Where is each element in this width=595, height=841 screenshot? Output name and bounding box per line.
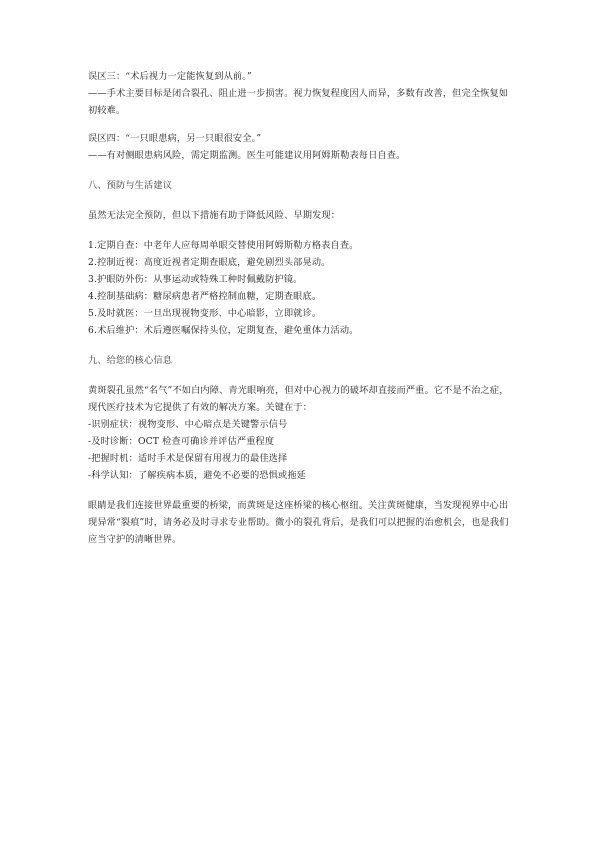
list-item: 1.定期自查：中老年人应每周单眼交替使用阿姆斯勒方格表自查。 <box>88 240 359 251</box>
list-item: 3.护眼防外伤：从事运动或特殊工种时佩戴防护镜。 <box>88 274 303 285</box>
spacer <box>88 224 514 237</box>
prevention-list <box>88 237 514 339</box>
spacer <box>88 119 514 130</box>
myth-4-body: ——有对侧眼患病风险，需定期监测。医生可能建议用阿姆斯勒表每日自查。 <box>88 150 406 161</box>
spacer <box>88 164 514 177</box>
section-8-intro: 虽然无法完全预防，但以下措施有助于降低风险、早期发现： <box>88 210 341 221</box>
list-item: -科学认知：了解疾病本质，避免不必要的恐惧或拖延 <box>88 470 307 481</box>
list-item: 5.及时就医：一旦出现视物变形、中心暗影，立即就诊。 <box>88 308 322 319</box>
list-item: -识别症状：视物变形、中心暗点是关键警示信号 <box>88 419 288 430</box>
list-item: 2.控制近视：高度近视者定期查眼底，避免剧烈头部晃动。 <box>88 257 331 268</box>
document-page <box>88 68 514 548</box>
myth-3-title: 误区三：“术后视力一定能恢复到从前。” <box>88 71 252 82</box>
myth-3-body: ——手术主要目标是闭合裂孔、阻止进一步损害。视力恢复程度因人而异，多数有改善，但完全恢复如初较难。 <box>88 88 509 116</box>
section-9-paragraph-1: 黄斑裂孔虽然“名气”不如白内障、青光眼响亮，但对中心视力的破坏却直接而严重。它不是不治之症，现代医疗技术为它提供了有效的解决方案。关键在于： <box>88 385 509 413</box>
section-8-heading: 八、预防与生活建议 <box>88 180 173 191</box>
spacer <box>88 369 514 382</box>
spacer <box>88 194 514 207</box>
spacer <box>88 339 514 352</box>
list-item: 6.术后维护：术后遵医嘱保持头位，定期复查，避免重体力活动。 <box>88 325 359 336</box>
spacer <box>88 484 514 497</box>
section-9-heading: 九、给您的核心信息 <box>88 355 173 366</box>
myth-4-title: 误区四：“一只眼患病，另一只眼很安全。” <box>88 133 262 144</box>
list-item: 4.控制基础病：糖尿病患者严格控制血糖，定期查眼底。 <box>88 291 322 302</box>
list-item: -及时诊断：OCT 检查可确诊并评估严重程度 <box>88 436 275 447</box>
key-points-list <box>88 416 514 484</box>
section-9-paragraph-2: 眼睛是我们连接世界最重要的桥梁，而黄斑是这座桥梁的核心枢纽。关注黄斑健康，当发现视界中心出现异常“裂痕”时，请务必及时寻求专业帮助。微小的裂孔背后，是我们可以把握的治愈机会，也是我们应当守护的清晰世界。 <box>88 500 509 545</box>
list-item: -把握时机：适时手术是保留有用视力的最佳选择 <box>88 453 288 464</box>
